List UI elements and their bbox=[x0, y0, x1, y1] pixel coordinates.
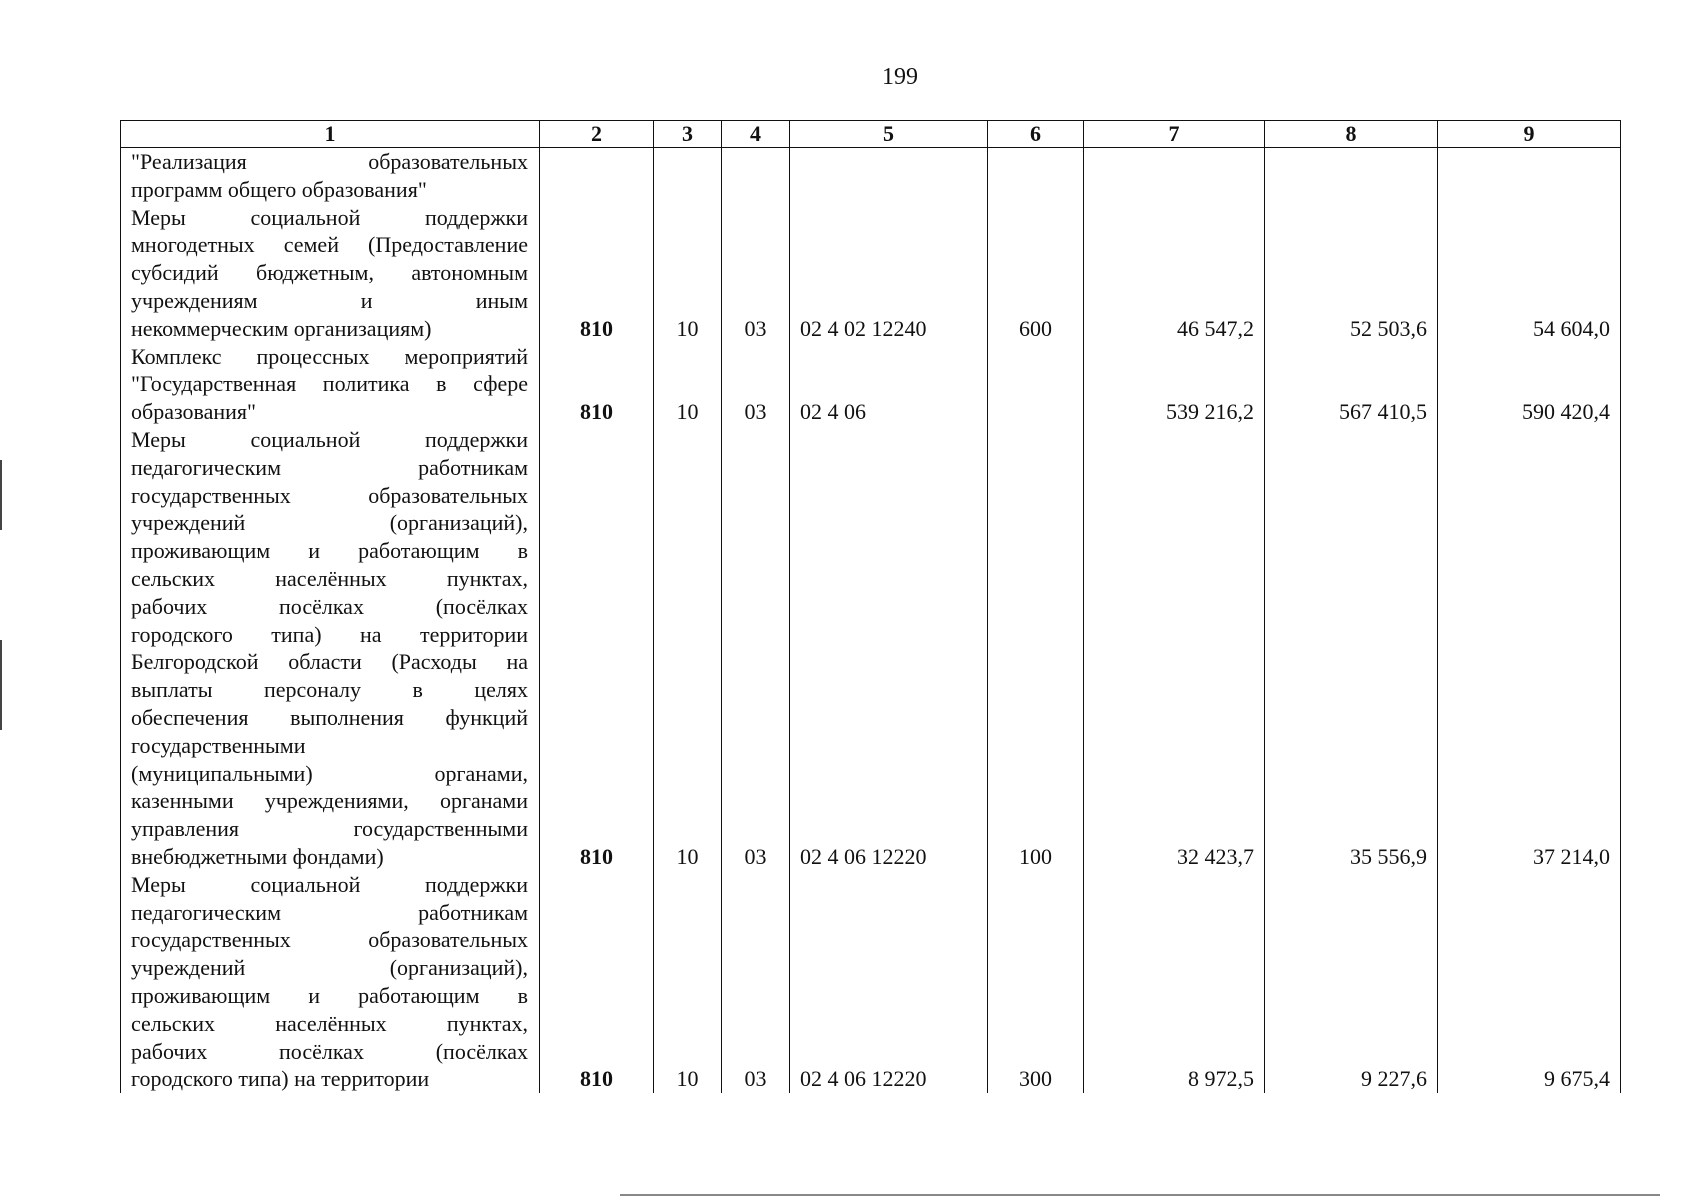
table-cell: 539 216,2 bbox=[1084, 343, 1265, 426]
description-line: учреждениям и иным bbox=[131, 287, 528, 313]
description-line: государственных образовательных bbox=[131, 482, 528, 508]
table-cell bbox=[654, 148, 722, 204]
table-cell: 9 675,4 bbox=[1438, 871, 1621, 1093]
table-cell bbox=[722, 148, 790, 204]
description-line: сельских населённых пунктах, bbox=[131, 565, 528, 591]
table-cell: 810 bbox=[540, 343, 654, 426]
description-line: проживающим и работающим в bbox=[131, 538, 528, 564]
description-line: некоммерческим организациям) bbox=[131, 315, 432, 341]
description-line: обеспечения выполнения функций bbox=[131, 704, 528, 730]
budget-table-container bbox=[120, 120, 1620, 1093]
table-cell: 37 214,0 bbox=[1438, 426, 1621, 871]
budget-table bbox=[120, 120, 1621, 1093]
description-line: Меры социальной поддержки bbox=[131, 204, 528, 230]
table-cell: 02 4 06 12220 bbox=[790, 871, 988, 1093]
description-line: педагогическим работникам bbox=[131, 454, 528, 480]
description-line: казенными учреждениями, органами bbox=[131, 788, 528, 814]
table-cell: 600 bbox=[988, 204, 1084, 343]
scan-artifact-line bbox=[620, 1194, 1660, 1196]
description-line: "Реализация образовательных bbox=[131, 149, 528, 174]
table-cell: 590 420,4 bbox=[1438, 343, 1621, 426]
row-description bbox=[121, 871, 540, 1093]
table-cell: 52 503,6 bbox=[1265, 204, 1438, 343]
row-description bbox=[121, 343, 540, 426]
column-header: 7 bbox=[1084, 121, 1265, 148]
scan-edge-mark bbox=[0, 460, 2, 530]
table-cell: 03 bbox=[722, 426, 790, 871]
description-line: проживающим и работающим в bbox=[131, 982, 528, 1008]
description-line: "Государственная политика в сфере bbox=[131, 371, 528, 397]
description-line: педагогическим работникам bbox=[131, 899, 528, 925]
header-row bbox=[121, 121, 1621, 148]
description-line: сельских населённых пунктах, bbox=[131, 1010, 528, 1036]
description-line: управления государственными bbox=[131, 816, 528, 842]
description-line: многодетных семей (Предоставление bbox=[131, 232, 528, 258]
column-header: 1 bbox=[121, 121, 540, 148]
column-header: 9 bbox=[1438, 121, 1621, 148]
table-cell: 100 bbox=[988, 426, 1084, 871]
table-cell: 810 bbox=[540, 871, 654, 1093]
description-line: государственных образовательных bbox=[131, 927, 528, 953]
table-cell: 03 bbox=[722, 871, 790, 1093]
table-cell bbox=[988, 148, 1084, 204]
table-cell: 567 410,5 bbox=[1265, 343, 1438, 426]
table-row bbox=[121, 343, 1621, 426]
table-cell: 03 bbox=[722, 204, 790, 343]
description-line: внебюджетными фондами) bbox=[131, 843, 384, 869]
column-header: 6 bbox=[988, 121, 1084, 148]
table-row bbox=[121, 871, 1621, 1093]
table-cell bbox=[1438, 148, 1621, 204]
column-header: 3 bbox=[654, 121, 722, 148]
description-line: (муниципальными) органами, bbox=[131, 760, 528, 786]
row-description bbox=[121, 204, 540, 343]
column-header: 8 bbox=[1265, 121, 1438, 148]
table-cell: 03 bbox=[722, 343, 790, 426]
table-row bbox=[121, 148, 1621, 204]
table-cell bbox=[988, 343, 1084, 426]
table-cell: 10 bbox=[654, 204, 722, 343]
table-cell: 54 604,0 bbox=[1438, 204, 1621, 343]
table-body bbox=[121, 148, 1621, 1094]
table-cell bbox=[540, 148, 654, 204]
column-header: 5 bbox=[790, 121, 988, 148]
table-cell: 10 bbox=[654, 343, 722, 426]
table-row bbox=[121, 426, 1621, 871]
table-cell: 8 972,5 bbox=[1084, 871, 1265, 1093]
row-description bbox=[121, 148, 540, 204]
description-line: рабочих посёлках (посёлках bbox=[131, 593, 528, 619]
table-cell: 35 556,9 bbox=[1265, 426, 1438, 871]
table-cell: 300 bbox=[988, 871, 1084, 1093]
table-cell: 02 4 06 bbox=[790, 343, 988, 426]
description-line: рабочих посёлках (посёлках bbox=[131, 1038, 528, 1064]
description-line: городского типа) на территории bbox=[131, 1066, 430, 1092]
description-line: Меры социальной поддержки bbox=[131, 426, 528, 452]
table-cell: 02 4 06 12220 bbox=[790, 426, 988, 871]
table-cell bbox=[1084, 148, 1265, 204]
description-line: выплаты персоналу в целях bbox=[131, 677, 528, 703]
table-cell: 9 227,6 bbox=[1265, 871, 1438, 1093]
scan-edge-mark bbox=[0, 640, 2, 730]
description-line: Белгородской области (Расходы на bbox=[131, 649, 528, 675]
table-cell: 32 423,7 bbox=[1084, 426, 1265, 871]
table-cell bbox=[1265, 148, 1438, 204]
column-header: 4 bbox=[722, 121, 790, 148]
table-cell: 10 bbox=[654, 871, 722, 1093]
description-line: учреждений (организаций), bbox=[131, 955, 528, 981]
description-line: Меры социальной поддержки bbox=[131, 871, 528, 897]
column-header: 2 bbox=[540, 121, 654, 148]
description-line: субсидий бюджетным, автономным bbox=[131, 260, 528, 286]
page-number: 199 bbox=[882, 64, 918, 90]
description-line: образования" bbox=[131, 399, 257, 425]
description-line: учреждений (организаций), bbox=[131, 510, 528, 536]
row-description bbox=[121, 426, 540, 871]
table-cell: 46 547,2 bbox=[1084, 204, 1265, 343]
table-row bbox=[121, 204, 1621, 343]
table-cell: 810 bbox=[540, 204, 654, 343]
description-line: Комплекс процессных мероприятий bbox=[131, 343, 528, 369]
description-line: государственными bbox=[131, 732, 306, 758]
description-line: программ общего образования" bbox=[131, 176, 427, 202]
table-cell: 02 4 02 12240 bbox=[790, 204, 988, 343]
description-line: городского типа) на территории bbox=[131, 621, 528, 647]
table-cell: 10 bbox=[654, 426, 722, 871]
table-cell bbox=[790, 148, 988, 204]
table-cell: 810 bbox=[540, 426, 654, 871]
